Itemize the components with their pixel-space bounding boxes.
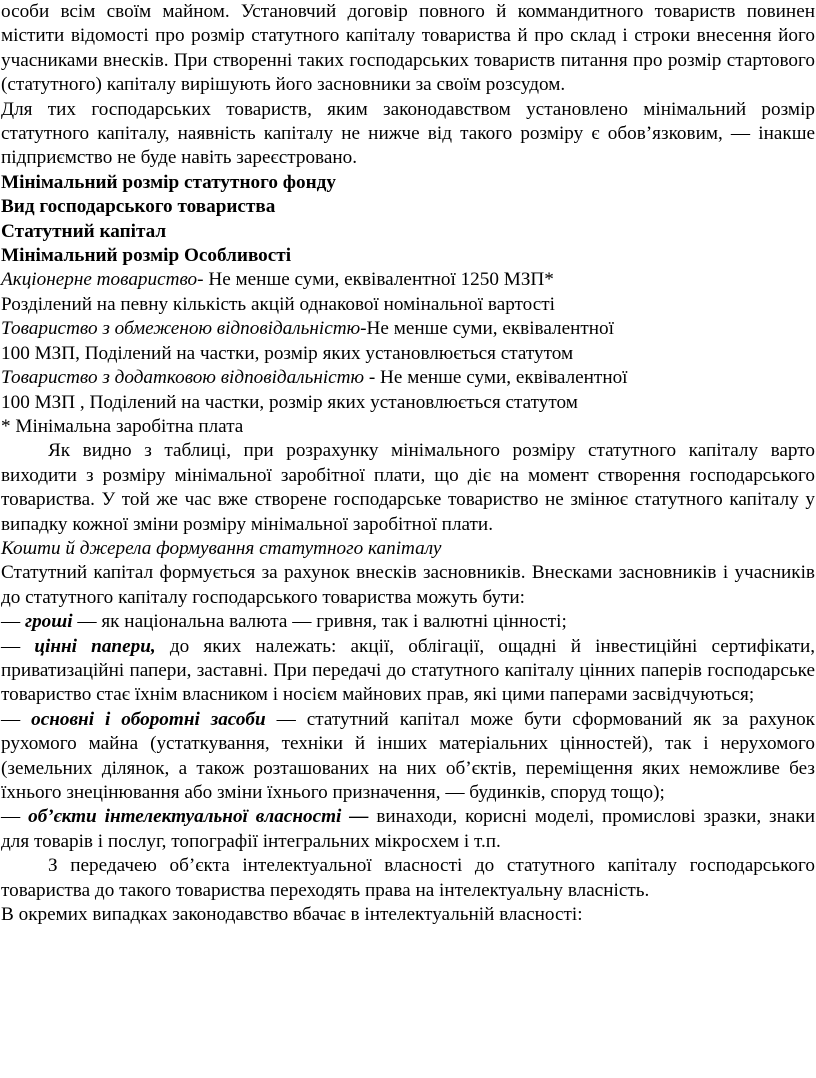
section-heading: Кошти й джерела формування статутного капіталу xyxy=(1,537,442,559)
minimum-amount: - Не менше суми, еквівалентної 1250 МЗП* xyxy=(197,269,554,291)
paragraph-ip-transfer: З передачею об’єкта інтелектуальної власності до статутного капіталу господарського товариства до такого товариства переходять права на інтелектуальну власність. xyxy=(1,855,815,901)
list-term: основні і оборотні засоби xyxy=(31,708,266,730)
dash: — xyxy=(1,708,21,730)
table-header-min-features: Мінімальний розмір Особливості xyxy=(1,245,292,267)
table-row-alc xyxy=(1,366,815,390)
table-header-type: Вид господарського товариства xyxy=(1,196,276,218)
paragraph-capital-partnerships: особи всім своїм майном. Установчий договір повного й коммандитного товариств повинен містити відомості про розмір статутного капіталу товариства й про склад і строки внесення його учасниками внесків. При створенні таких господарських товариств питання про розмір стартового (статутного) капіталу вирішують його засновники за своїм розсудом. xyxy=(1,1,815,96)
dash: — xyxy=(1,806,21,828)
table-header-capital: Статутний капітал xyxy=(1,220,167,242)
table-title: Мінімальний розмір статутного фонду xyxy=(1,171,336,193)
paragraph-table-conclusion: Як видно з таблиці, при розрахунку мінімального розміру статутного капіталу варто виходити з розміру мінімальної заробітної плати, що діє на момент створення господарського товариства. У той же час вже створене господарське товариство не змінює статутного капіталу у випадку кожної зміни розміру мінімальної заробітної плати. xyxy=(1,440,815,535)
paragraph-ip-cases: В окремих випадках законодавство вбачає в інтелектуальній власності: xyxy=(1,904,583,926)
list-item-assets xyxy=(1,708,815,806)
table-row-llc xyxy=(1,317,815,341)
minimum-amount: -Не менше суми, еквівалентної xyxy=(360,318,614,340)
list-item-securities xyxy=(1,635,815,708)
table-footnote: * Мінімальна заробітна плата xyxy=(1,415,244,437)
list-item-money xyxy=(1,610,815,634)
dash: — xyxy=(1,611,21,633)
list-text: — як національна валюта — гривня, так і валютні цінності; xyxy=(72,611,567,633)
list-term: цінні папери, xyxy=(34,635,156,657)
list-item-intellectual-property xyxy=(1,805,815,854)
table-row-alc-note: 100 МЗП , Поділений на частки, розмір яких установлюється статутом xyxy=(1,391,578,413)
list-text: — статутний капітал може бути сформований як за рахунок рухомого майна (устаткування, техніки й інших матеріальних цінностей), так і нерухомого (земельних ділянок, а також розташованих на них об’єктів, переміщення яких неможливе без їхнього знецінювання або зміни їхнього призначення, — будинків, споруд тощо); xyxy=(1,708,815,803)
paragraph-minimum-capital: Для тих господарських товариств, яким законодавством установлено мінімальний розмір статутного капіталу, наявність капіталу не нижче від такого розміру є обов’язковим, — інакше підприємство не буде навіть зареєстровано. xyxy=(1,98,815,169)
company-type-label: Товариство з обмеженою відповідальністю xyxy=(1,318,361,340)
table-row-joint-stock xyxy=(1,268,815,292)
table-row-joint-stock-note: Розділений на певну кількість акцій однакової номінальної вартості xyxy=(1,293,555,315)
company-type-label: Акціонерне товариство xyxy=(1,269,198,291)
table-row-llc-note: 100 МЗП, Поділений на частки, розмір яких установлюється статутом xyxy=(1,342,574,364)
list-text: до яких належать: акції, облігації, ощадні й інвестиційні сертифікати, приватизаційні папери, заставні. При передачі до статутного капіталу цінних паперів господарське товариство стає їхнім власником і носієм майнових прав, які цими паперами засвідчуються; xyxy=(1,635,816,706)
list-term: об’єкти інтелектуальної власності — xyxy=(28,806,369,828)
paragraph-contributions: Статутний капітал формується за рахунок внесків засновників. Внесками засновників і учасників до статутного капіталу господарського товариства можуть бути: xyxy=(1,562,815,608)
list-text: винаходи, корисні моделі, промислові зразки, знаки для товарів і послуг, топографії інтегральних мікросхем і т.п. xyxy=(1,806,815,852)
company-type-label: Товариство з додатковою відповідальністю xyxy=(1,367,365,389)
list-term: гроші xyxy=(24,611,73,633)
dash: — xyxy=(1,635,21,657)
minimum-amount: - Не менше суми, еквівалентної xyxy=(364,367,628,389)
